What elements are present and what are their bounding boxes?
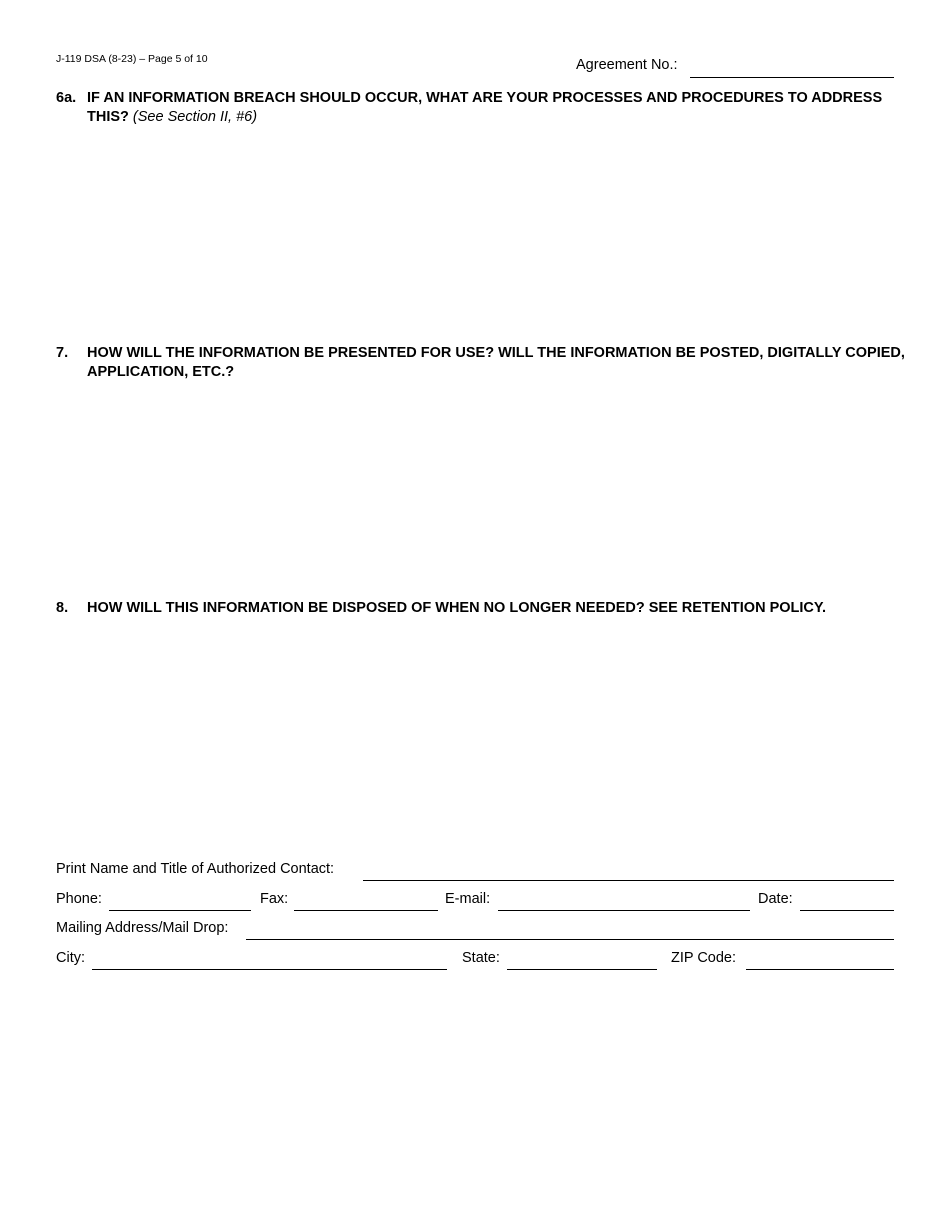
agreement-number-field[interactable] [576, 57, 894, 79]
question-6a-prompt: IF AN INFORMATION BREACH SHOULD OCCUR, WHAT ARE YOUR PROCESSES AND PROCEDURES TO ADDRESS THIS? [87, 90, 883, 125]
date-line[interactable] [800, 910, 894, 911]
email-field[interactable] [445, 890, 750, 912]
question-6a-number: 6a. [56, 90, 77, 106]
answer-8-area[interactable] [87, 622, 894, 847]
phone-label: Phone: [56, 891, 102, 907]
question-8-text [87, 599, 907, 618]
zip-code-label: ZIP Code: [671, 950, 737, 966]
form-id: J-119 DSA (8-23) – Page 5 of 10 [56, 53, 208, 65]
name-title-label: Print Name and Title of Authorized Contact: [56, 861, 335, 877]
state-label: State: [462, 950, 500, 966]
fax-line[interactable] [294, 910, 438, 911]
date-field[interactable] [758, 890, 894, 912]
state-field[interactable] [462, 949, 657, 971]
answer-7-area[interactable] [87, 387, 894, 592]
fax-field[interactable] [260, 890, 438, 912]
mailing-address-label: Mailing Address/Mail Drop: [56, 920, 229, 936]
phone-field[interactable] [56, 890, 251, 912]
state-line[interactable] [507, 969, 657, 970]
name-title-field[interactable] [56, 860, 894, 882]
fax-label: Fax: [260, 891, 289, 907]
zip-code-field[interactable] [671, 949, 894, 971]
email-label: E-mail: [445, 891, 491, 907]
city-label: City: [56, 950, 85, 966]
question-7 [56, 344, 906, 384]
question-7-text [87, 344, 907, 382]
question-8 [56, 599, 906, 619]
question-6a-note: (See Section II, #6) [132, 109, 258, 125]
mailing-address-line[interactable] [246, 939, 894, 940]
city-field[interactable] [56, 949, 447, 971]
question-6a-text [87, 89, 907, 127]
question-8-number: 8. [56, 600, 69, 616]
agreement-number-label: Agreement No.: [576, 57, 678, 73]
zip-code-line[interactable] [746, 969, 894, 970]
name-title-line[interactable] [363, 880, 894, 881]
question-7-number: 7. [56, 345, 69, 361]
answer-6a-area[interactable] [87, 132, 894, 337]
phone-line[interactable] [109, 910, 251, 911]
email-line[interactable] [498, 910, 750, 911]
agreement-number-line[interactable] [690, 77, 894, 78]
city-line[interactable] [92, 969, 447, 970]
mailing-address-field[interactable] [56, 919, 894, 941]
question-6a [56, 89, 906, 129]
question-8-prompt: HOW WILL THIS INFORMATION BE DISPOSED OF WHEN NO LONGER NEEDED? SEE RETENTION POLICY. [87, 600, 826, 616]
date-label: Date: [758, 891, 793, 907]
question-7-prompt: HOW WILL THE INFORMATION BE PRESENTED FOR USE? WILL THE INFORMATION BE POSTED, DIGITALLY COPIED, APPLICATION, ETC.? [87, 345, 905, 380]
